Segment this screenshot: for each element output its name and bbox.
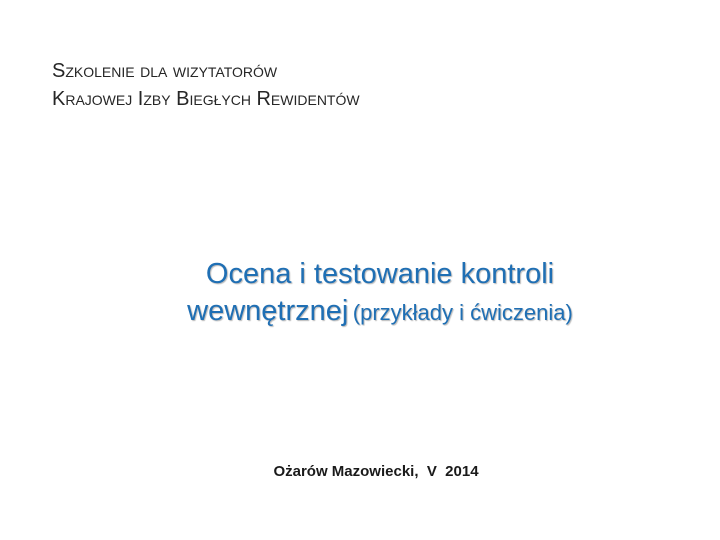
title-line-2-main: wewnętrznej: [187, 295, 349, 327]
header: [52, 57, 360, 113]
title-line-2-sub: (przykłady i ćwiczenia): [352, 300, 573, 325]
footer-location-date: Ożarów Mazowiecki, V 2014: [273, 463, 479, 480]
title-line-1: Ocena i testowanie kontroli: [205, 258, 555, 290]
header-line-2: Krajowej Izby Biegłych Rewidentów: [52, 88, 360, 110]
title-line-2: [0, 292, 720, 335]
header-line-1: Szkolenie dla wizytatorów: [52, 60, 278, 82]
slide-title: [0, 254, 720, 335]
